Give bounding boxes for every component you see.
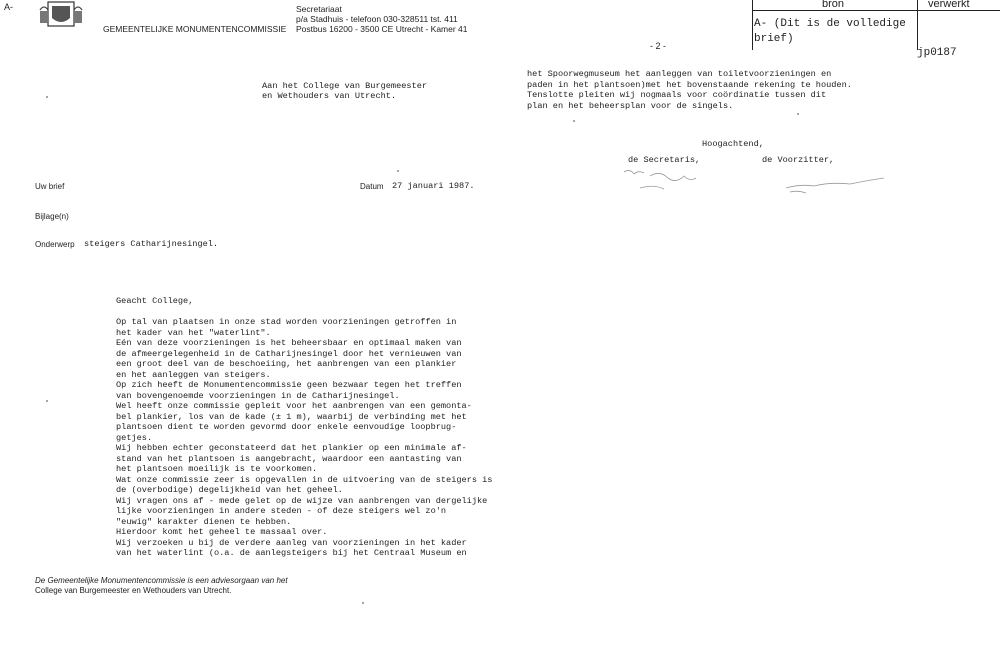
recipient-line-2: en Wethouders van Utrecht. xyxy=(262,91,397,101)
body-line: het kader van het "waterlint". xyxy=(116,327,271,338)
body-line: het Spoorwegmuseum het aanleggen van toiletvoorzieningen en xyxy=(527,69,832,79)
bron-header: bron xyxy=(822,0,845,10)
body-line: Hierdoor komt het geheel te massaal over. xyxy=(116,527,328,537)
body-line: Wij hebben echter geconstateerd dat het plankier op een minimale af- xyxy=(116,443,467,453)
secretary-label: de Secretaris, xyxy=(628,155,701,165)
body-line: Wat onze commissie zeer is opgevallen in de uitvoering van de steigers is xyxy=(116,474,493,485)
onderwerp-label: Onderwerp xyxy=(35,240,75,249)
address-line-1: Secretariaat xyxy=(296,4,342,14)
address-line-3: Postbus 16200 - 3500 CE Utrecht - Kamer 41 xyxy=(296,24,468,34)
body-line: lijke voorzieningen in andere steden - of deze steigers wel zo'n xyxy=(116,506,447,516)
body-line: stand van het plantsoen is aangebracht, waardoor een aantasting van xyxy=(116,453,462,464)
body-line: Wel heeft onze commissie gepleit voor het aanbrengen van een gemonta- xyxy=(116,401,472,411)
body-line: plan en het beheersplan voor de singels. xyxy=(527,100,734,111)
source-description-1: A- (Dit is de volledige xyxy=(754,18,906,30)
salutation: Geacht College, xyxy=(116,296,194,306)
city-crest-icon xyxy=(36,0,86,28)
body-line: en het aanleggen van steigers. xyxy=(116,369,271,380)
footer-line-2: College van Burgemeester en Wethouders van Utrecht. xyxy=(35,586,232,595)
body-line: een groot deel van de beschoeiing, het aanbrengen van een plankier xyxy=(116,359,457,369)
page-number: - 2 - xyxy=(650,41,667,51)
secretary-signature xyxy=(620,164,710,194)
onderwerp-value: steigers Catharijnesingel. xyxy=(84,239,219,249)
closing: Hoogachtend, xyxy=(702,139,764,149)
address-line-2: p/a Stadhuis - telefoon 030-328511 tst. 411 xyxy=(296,14,458,24)
chairman-signature xyxy=(780,172,890,198)
org-name: GEMEENTELIJKE MONUMENTENCOMMISSIE xyxy=(103,24,287,34)
body-line: "euwig" karakter dienen te hebben. xyxy=(116,516,292,527)
uw-brief-label: Uw brief xyxy=(35,182,65,191)
letter-body xyxy=(116,317,496,559)
verwerkt-header: verwerkt xyxy=(928,0,970,10)
marker-label: A- xyxy=(4,2,13,12)
body-line: bel plankier, los van de kade (± 1 m), waarbij de verbinding met het xyxy=(116,411,467,422)
datum-label: Datum xyxy=(360,182,384,191)
body-line: Tenslotte pleiten wij nogmaals voor coördinatie tussen dit xyxy=(527,90,827,100)
body-line: getjes. xyxy=(116,432,153,443)
bijlagen-label: Bijlage(n) xyxy=(35,212,69,221)
body-line: van bovengenoemde voorzieningen in de Catharijnesingel. xyxy=(116,390,400,401)
datum-value: 27 januari 1987. xyxy=(392,181,475,191)
body-line: de (overbodige) degelijkheid van het geheel. xyxy=(116,485,343,495)
source-description-2: brief) xyxy=(754,33,794,45)
body-line: het plantsoen moeilijk is te voorkomen. xyxy=(116,464,318,474)
page2-body xyxy=(527,69,857,111)
body-line: Op zich heeft de Monumentencommissie geen bezwaar tegen het treffen xyxy=(116,380,462,390)
body-line: van het waterlint (o.a. de aanlegsteigers bij het Centraal Museum en xyxy=(116,548,467,558)
body-line: de afmeergelegenheid in de Catharijnesingel door het vernieuwen van xyxy=(116,348,462,359)
chairman-label: de Voorzitter, xyxy=(762,155,835,165)
body-line: plantsoen dient te worden gevormd door enkele eenvoudige loopbrug- xyxy=(116,422,457,432)
source-code: jp0187 xyxy=(917,47,957,59)
body-line: Op tal van plaatsen in onze stad worden voorzieningen getroffen in xyxy=(116,317,457,327)
footer-line-1: De Gemeentelijke Monumentencommissie is een adviesorgaan van het xyxy=(35,576,288,585)
body-line: Wij verzoeken u bij de verdere aanleg van voorzieningen in het kader xyxy=(116,537,467,548)
recipient-line-1: Aan het College van Burgemeester xyxy=(262,81,428,91)
body-line: Eén van deze voorzieningen is het beheersbaar en optimaal maken van xyxy=(116,338,462,348)
body-line: Wij vragen ons af - mede gelet op de wijze van aanbrengen van dergelijke xyxy=(116,495,488,506)
body-line: paden in het plantsoen)met het bovenstaande rekening te houden. xyxy=(527,79,852,90)
